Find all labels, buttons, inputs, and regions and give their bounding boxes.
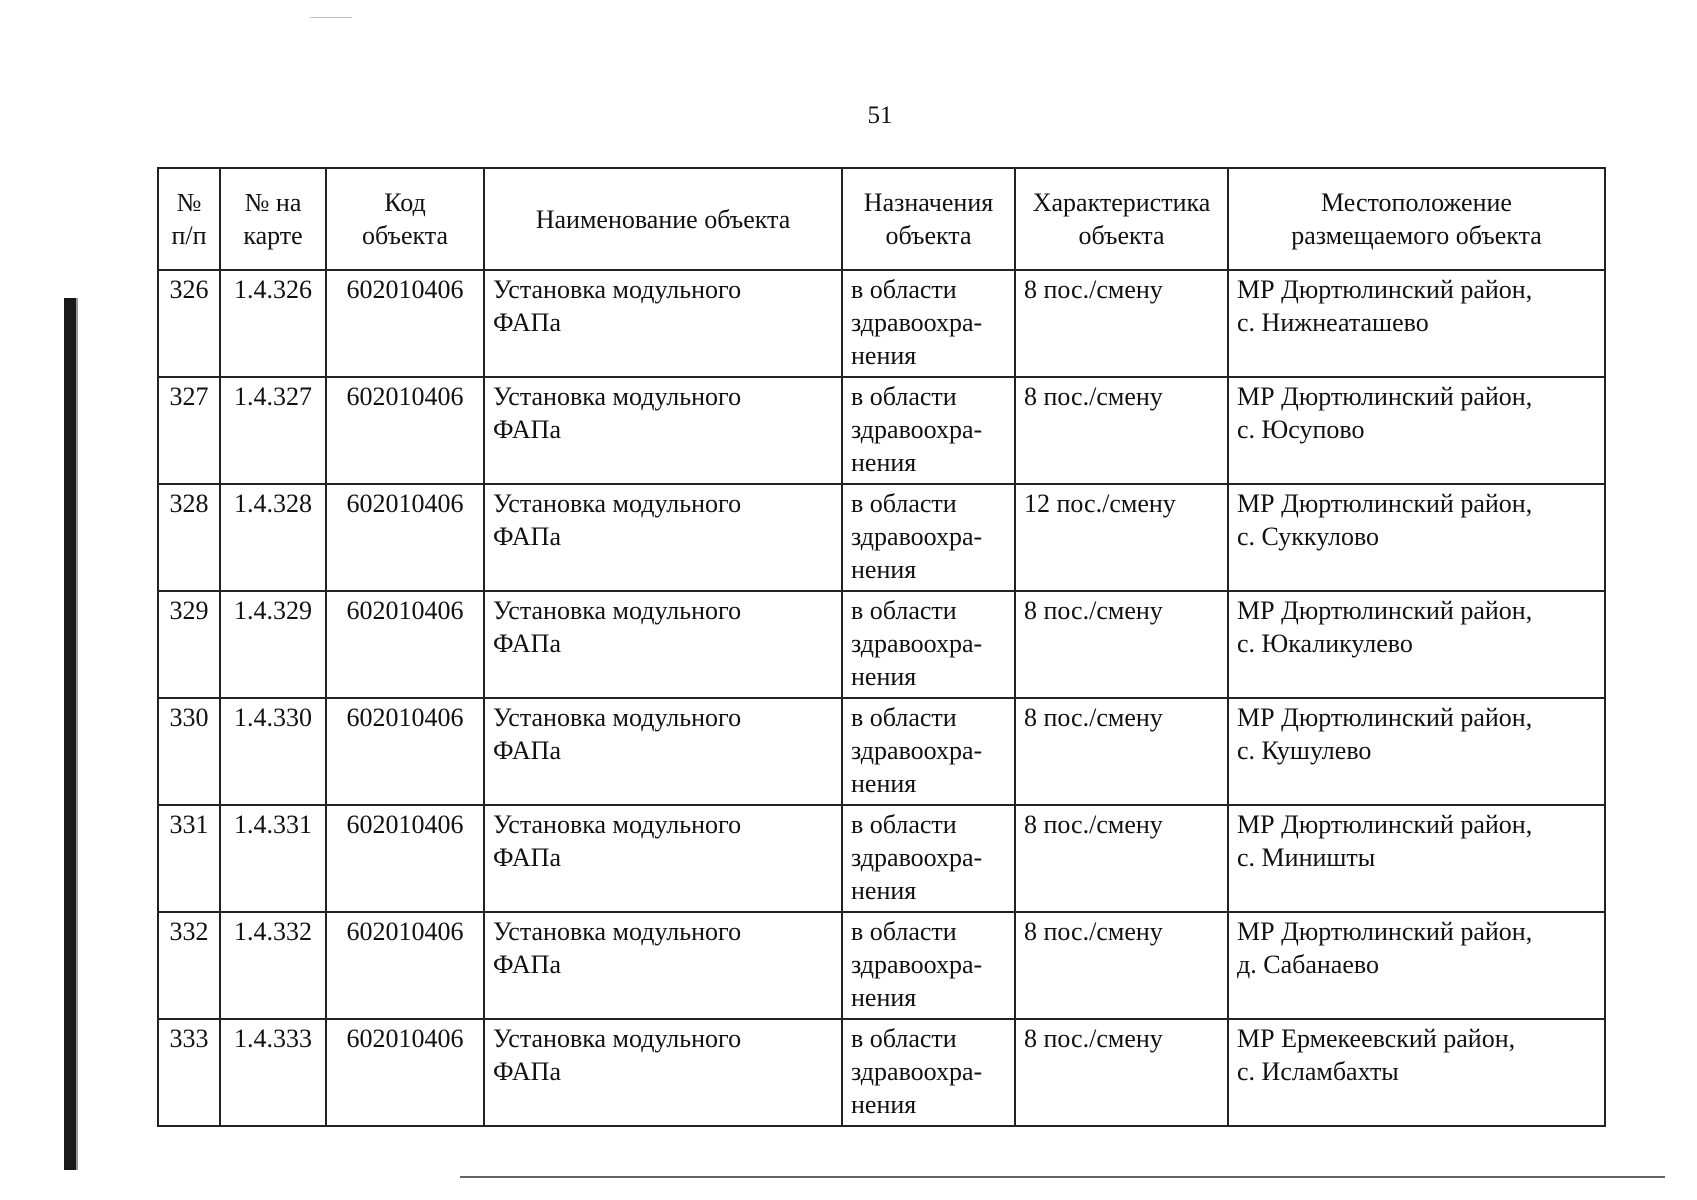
cell-object-characteristic: 8 пос./смену <box>1015 591 1228 698</box>
cell-object-characteristic: 8 пос./смену <box>1015 1019 1228 1126</box>
table-row <box>158 1019 1605 1126</box>
cell-map-number: 1.4.328 <box>220 484 326 591</box>
cell-row-number: 330 <box>158 698 220 805</box>
cell-object-name: Установка модульного ФАПа <box>484 805 842 912</box>
cell-map-number: 1.4.329 <box>220 591 326 698</box>
cell-map-number: 1.4.327 <box>220 377 326 484</box>
objects-table <box>157 167 1606 1127</box>
table-row <box>158 377 1605 484</box>
cell-object-location: МР Дюртюлинский район, д. Сабанаево <box>1228 912 1605 1019</box>
cell-object-name: Установка модульного ФАПа <box>484 1019 842 1126</box>
cell-object-code: 602010406 <box>326 912 484 1019</box>
table-row <box>158 698 1605 805</box>
cell-object-name: Установка модульного ФАПа <box>484 270 842 377</box>
cell-object-code: 602010406 <box>326 377 484 484</box>
cell-object-purpose: в области здравоохра- нения <box>842 1019 1015 1126</box>
cell-object-characteristic: 8 пос./смену <box>1015 912 1228 1019</box>
cell-object-location: МР Дюртюлинский район, с. Юсупово <box>1228 377 1605 484</box>
cell-object-purpose: в области здравоохра- нения <box>842 698 1015 805</box>
cell-object-code: 602010406 <box>326 591 484 698</box>
cell-object-characteristic: 8 пос./смену <box>1015 270 1228 377</box>
page-number: 51 <box>867 102 893 129</box>
cell-row-number: 326 <box>158 270 220 377</box>
cell-object-name: Установка модульного ФАПа <box>484 698 842 805</box>
cell-map-number: 1.4.332 <box>220 912 326 1019</box>
header-object-purpose: Назначения объекта <box>842 168 1015 270</box>
cell-row-number: 329 <box>158 591 220 698</box>
cell-map-number: 1.4.330 <box>220 698 326 805</box>
cell-object-location: МР Дюртюлинский район, с. Миништы <box>1228 805 1605 912</box>
cell-object-characteristic: 8 пос./смену <box>1015 805 1228 912</box>
header-object-code: Код объекта <box>326 168 484 270</box>
header-row-number: № п/п <box>158 168 220 270</box>
cell-object-code: 602010406 <box>326 1019 484 1126</box>
cell-object-location: МР Дюртюлинский район, с. Нижнеаташево <box>1228 270 1605 377</box>
cell-object-code: 602010406 <box>326 270 484 377</box>
cell-object-name: Установка модульного ФАПа <box>484 484 842 591</box>
header-object-name: Наименование объекта <box>484 168 842 270</box>
cell-row-number: 327 <box>158 377 220 484</box>
cell-object-code: 602010406 <box>326 484 484 591</box>
header-object-location: Местоположение размещаемого объекта <box>1228 168 1605 270</box>
cell-row-number: 328 <box>158 484 220 591</box>
cell-map-number: 1.4.331 <box>220 805 326 912</box>
header-map-number: № на карте <box>220 168 326 270</box>
cell-object-purpose: в области здравоохра- нения <box>842 912 1015 1019</box>
cell-row-number: 331 <box>158 805 220 912</box>
scan-artifact-bottom-line <box>460 1176 1665 1178</box>
scan-artifact-left-bar <box>64 298 76 1170</box>
cell-object-name: Установка модульного ФАПа <box>484 912 842 1019</box>
cell-object-characteristic: 12 пос./смену <box>1015 484 1228 591</box>
scan-artifact-top <box>310 17 352 18</box>
table-row <box>158 270 1605 377</box>
cell-object-purpose: в области здравоохра- нения <box>842 591 1015 698</box>
scan-artifact-left-line <box>76 298 78 1170</box>
cell-object-name: Установка модульного ФАПа <box>484 377 842 484</box>
cell-object-characteristic: 8 пос./смену <box>1015 377 1228 484</box>
cell-object-location: МР Дюртюлинский район, с. Юкаликулево <box>1228 591 1605 698</box>
cell-map-number: 1.4.333 <box>220 1019 326 1126</box>
cell-object-purpose: в области здравоохра- нения <box>842 270 1015 377</box>
cell-row-number: 333 <box>158 1019 220 1126</box>
cell-object-characteristic: 8 пос./смену <box>1015 698 1228 805</box>
cell-object-name: Установка модульного ФАПа <box>484 591 842 698</box>
cell-map-number: 1.4.326 <box>220 270 326 377</box>
cell-object-location: МР Ермекеевский район, с. Исламбахты <box>1228 1019 1605 1126</box>
table-row <box>158 805 1605 912</box>
cell-object-purpose: в области здравоохра- нения <box>842 377 1015 484</box>
table-header-row <box>158 168 1605 270</box>
cell-object-location: МР Дюртюлинский район, с. Суккулово <box>1228 484 1605 591</box>
cell-object-code: 602010406 <box>326 805 484 912</box>
header-object-characteristic: Характеристика объекта <box>1015 168 1228 270</box>
cell-row-number: 332 <box>158 912 220 1019</box>
table-row <box>158 484 1605 591</box>
cell-object-purpose: в области здравоохра- нения <box>842 484 1015 591</box>
table-row <box>158 591 1605 698</box>
cell-object-location: МР Дюртюлинский район, с. Кушулево <box>1228 698 1605 805</box>
table-row <box>158 912 1605 1019</box>
cell-object-code: 602010406 <box>326 698 484 805</box>
cell-object-purpose: в области здравоохра- нения <box>842 805 1015 912</box>
